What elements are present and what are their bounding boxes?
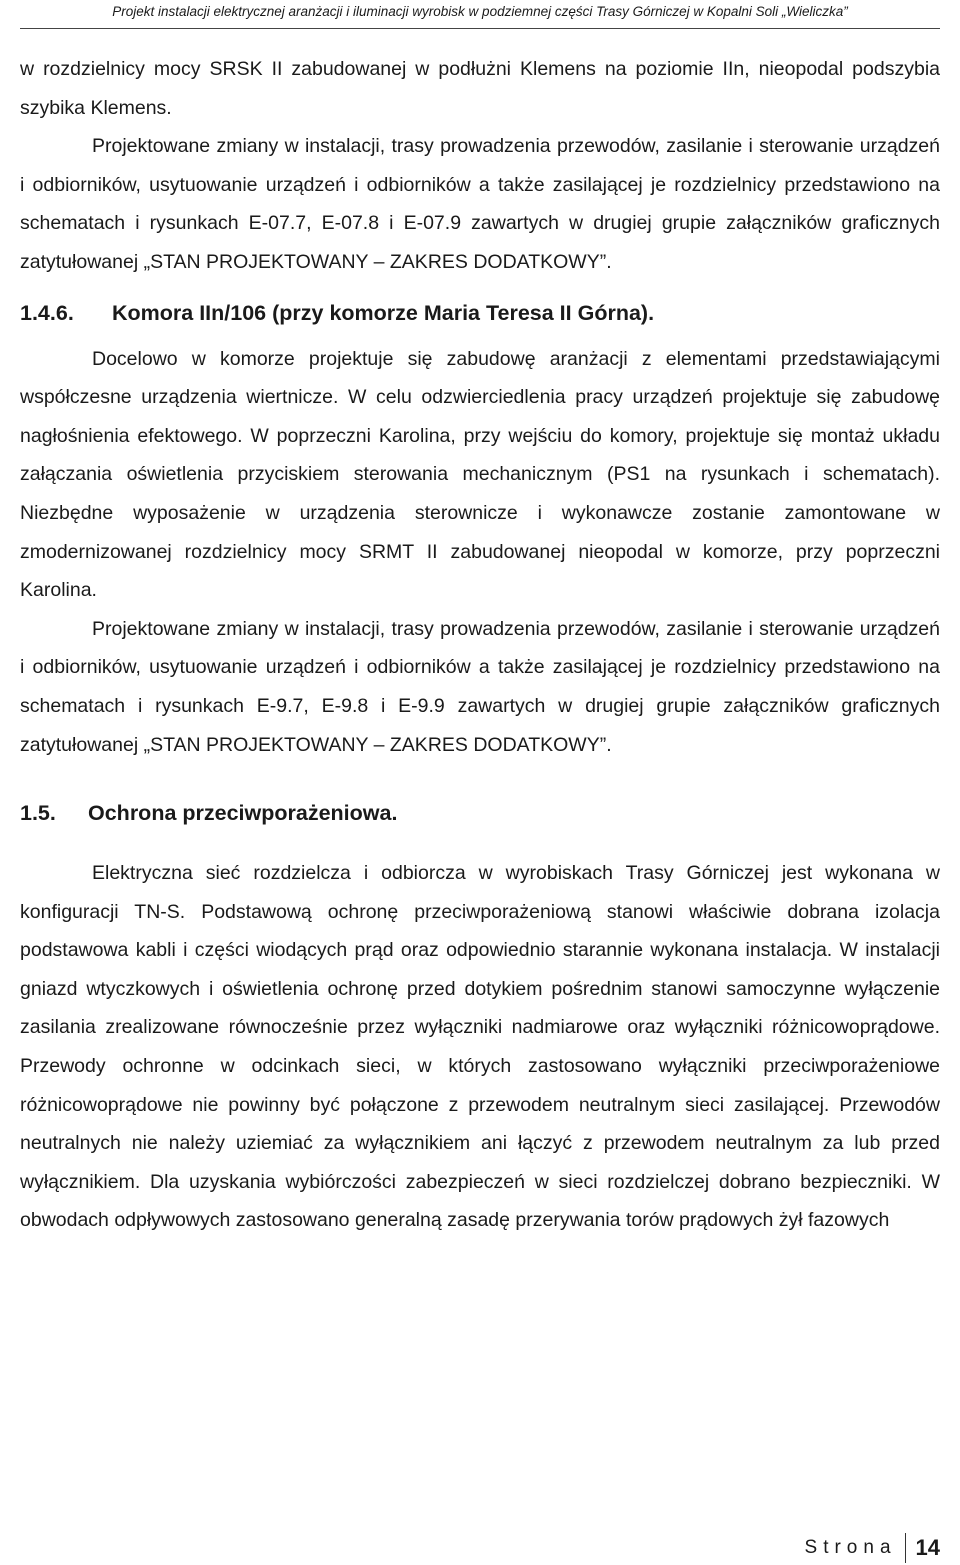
section-title: Komora IIn/106 (przy komorze Maria Teresa II Górna). (112, 300, 655, 325)
page-content (20, 50, 940, 1240)
paragraph-chamber-description: Docelowo w komorze projektuje się zabudowę aranżacji z elementami przedstawiającymi współczesne urządzenia wiertnicze. W celu odzwierciedlenia pracy urządzeń projektuje się zabudowę nagłośnienia efektowego. W poprzeczni Karolina, przy wejściu do komory, projektuje się montaż układu załączania oświetlenia przyciskiem sterowania mechanicznym (PS1 na rysunkach i schematach). Niezbędne wyposażenie w urządzenia sterownicze i wykonawcze zostanie zamontowane w zmodernizowanej rozdzielnicy mocy SRMT II zabudowanej nieopodal w komorze, przy poprzeczni Karolina. (20, 347, 940, 602)
section-heading-1-5 (20, 794, 940, 832)
page-label: Strona (804, 1537, 897, 1558)
paragraph-project-changes-1: Projektowane zmiany w instalacji, trasy prowadzenia przewodów, zasilanie i sterowanie urządzeń i odbiorników, usytuowanie urządzeń i odbiorników a także zasilającej je rozdzielnicy przedstawiono na schematach i rysunkach E-07.7, E-07.8 i E-07.9 zawartych w drugiej grupie załączników graficznych zatytułowanej „STAN PROJEKTOWANY – ZAKRES DODATKOWY”. (20, 135, 940, 273)
section-number: 1.5. (20, 801, 56, 826)
section-title: Ochrona przeciwporażeniowa. (88, 801, 398, 826)
paragraph-continuation: w rozdzielnicy mocy SRSK II zabudowanej w podłużni Klemens na poziomie IIn, nieopodal podszybia szybika Klemens. (20, 58, 940, 119)
paragraph-shock-protection: Elektryczna sieć rozdzielcza i odbiorcza w wyrobiskach Trasy Górniczej jest wykonana w konfiguracji TN-S. Podstawową ochronę przeciwporażeniową stanowi właściwie dobrana izolacja podstawowa kabli i części wiodących prąd oraz odpowiednio starannie wykonana instalacja. W instalacji gniazd wtyczkowych i oświetlenia ochronę przed dotykiem pośrednim stanowi samoczynne wyłączenie zasilania zrealizowane równocześnie przez wyłączniki nadmiarowe oraz wyłączniki różnicowoprądowe. Przewody ochronne w odcinkach sieci, w których zastosowano wyłączniki przeciwporażeniowe różnicowoprądowe nie powinny być połączone z przewodem neutralnym sieci zasilającej. Przewodów neutralnych nie należy uziemiać za wyłącznikiem ani łączyć z przewodem neutralnym za lub przed wyłącznikiem. Dla uzyskania wybiórczości zabezpieczeń w sieci rozdzielczej dobrano bezpieczniki. W obwodach odpływowych zastosowano generalną zasadę przerywania torów prądowych żył fazowych (20, 862, 940, 1232)
section-heading-1-4-6 (20, 294, 940, 332)
page-header (20, 0, 940, 29)
footer-divider (905, 1533, 906, 1563)
page-number: 14 (915, 1535, 940, 1560)
header-title: Projekt instalacji elektrycznej aranżacji i iluminacji wyrobisk w podziemnej części Trasy Górniczej w Kopalni Soli „Wieliczka” (112, 4, 848, 19)
paragraph-project-changes-2: Projektowane zmiany w instalacji, trasy prowadzenia przewodów, zasilanie i sterowanie urządzeń i odbiorników, usytuowanie urządzeń i odbiorników a także zasilającej je rozdzielnicy przedstawiono na schematach i rysunkach E-9.7, E-9.8 i E-9.9 zawartych w drugiej grupie załączników graficznych zatytułowanej „STAN PROJEKTOWANY – ZAKRES DODATKOWY”. (20, 617, 940, 756)
section-number: 1.4.6. (20, 300, 74, 325)
page-footer (805, 1532, 940, 1564)
